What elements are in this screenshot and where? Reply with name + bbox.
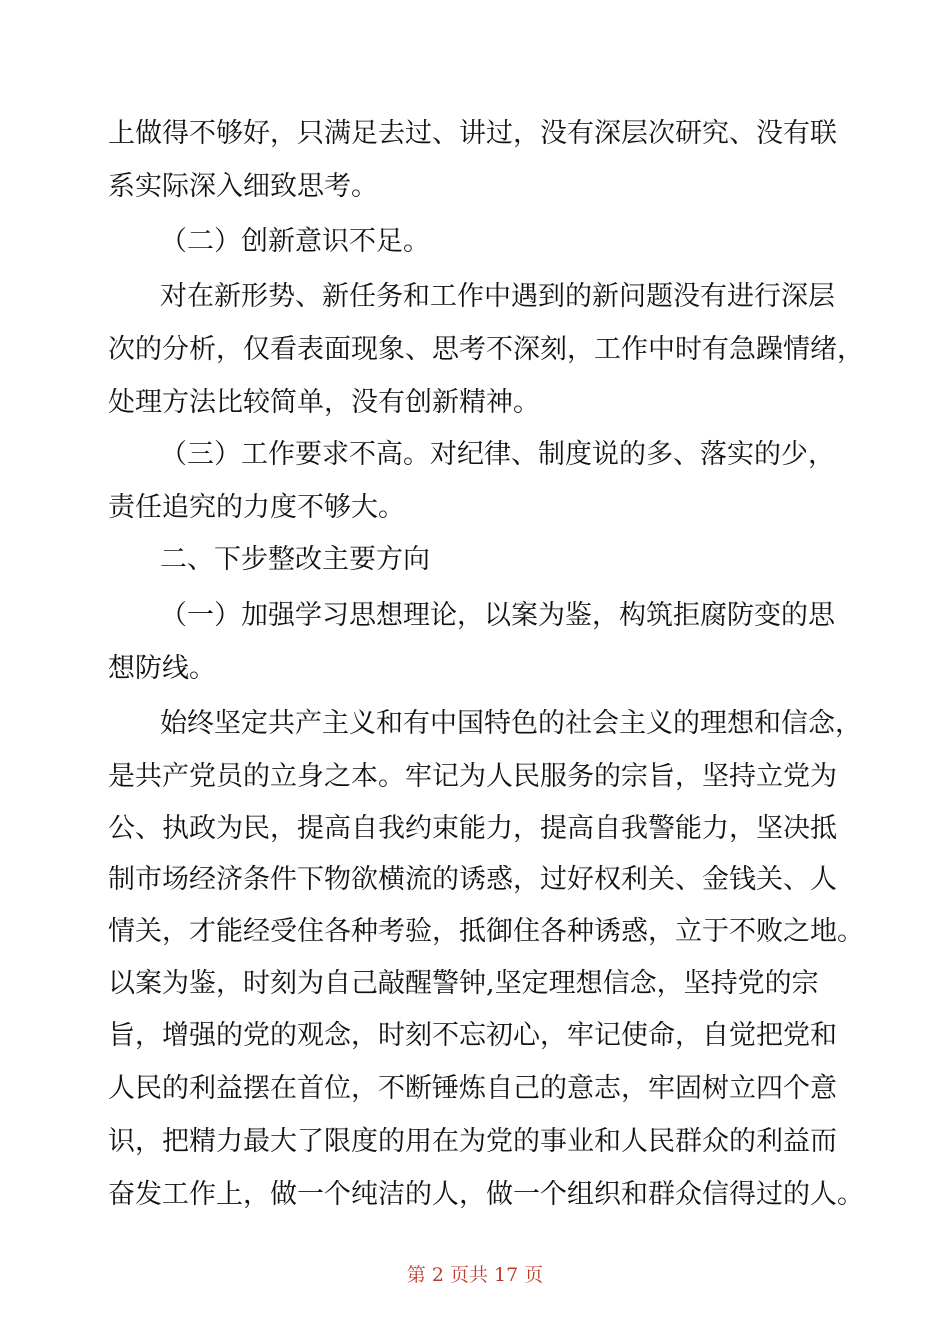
text-line: 旨，增强的党的观念，时刻不忘初心，牢记使命，自觉把党和 bbox=[108, 1020, 837, 1051]
text-line: 是共产党员的立身之本。牢记为人民服务的宗旨，坚持立党为 bbox=[108, 761, 837, 792]
text-line: 上做得不够好，只满足去过、讲过，没有深层次研究、没有联 bbox=[108, 118, 837, 149]
text-line: 对在新形势、新任务和工作中遇到的新问题没有进行深层 bbox=[160, 281, 835, 312]
section-heading: （一）加强学习思想理论，以案为鉴，构筑拒腐防变的思 bbox=[160, 600, 835, 631]
text-line: 制市场经济条件下物欲横流的诱惑，过好权利关、金钱关、人 bbox=[108, 864, 837, 895]
text-line: 情关，才能经受住各种考验，抵御住各种诱惑，立于不败之地。 bbox=[108, 916, 864, 947]
text-line: 人民的利益摆在首位，不断锤炼自己的意志，牢固树立四个意 bbox=[108, 1073, 837, 1104]
text-line: 责任追究的力度不够大。 bbox=[108, 492, 405, 523]
text-line: 想防线。 bbox=[108, 653, 216, 684]
text-line: 以案为鉴，时刻为自己敲醒警钟,坚定理想信念，坚持党的宗 bbox=[108, 968, 819, 999]
section-heading: 二、下步整改主要方向 bbox=[160, 544, 430, 575]
text-line: 奋发工作上，做一个纯洁的人，做一个组织和群众信得过的人。 bbox=[108, 1179, 864, 1210]
section-heading: （三）工作要求不高。对纪律、制度说的多、落实的少， bbox=[160, 439, 835, 470]
section-heading: （二）创新意识不足。 bbox=[160, 226, 430, 257]
page-number-footer: 第 2 页共 17 页 bbox=[406, 1264, 544, 1286]
text-line: 系实际深入细致思考。 bbox=[108, 171, 378, 202]
text-line: 公、执政为民，提高自我约束能力，提高自我警能力，坚决抵 bbox=[108, 813, 837, 844]
text-line: 处理方法比较简单，没有创新精神。 bbox=[108, 387, 540, 418]
text-line: 始终坚定共产主义和有中国特色的社会主义的理想和信念， bbox=[160, 708, 862, 739]
text-line: 次的分析，仅看表面现象、思考不深刻，工作中时有急躁情绪， bbox=[108, 334, 864, 365]
text-line: 识，把精力最大了限度的用在为党的事业和人民群众的利益而 bbox=[108, 1126, 837, 1157]
